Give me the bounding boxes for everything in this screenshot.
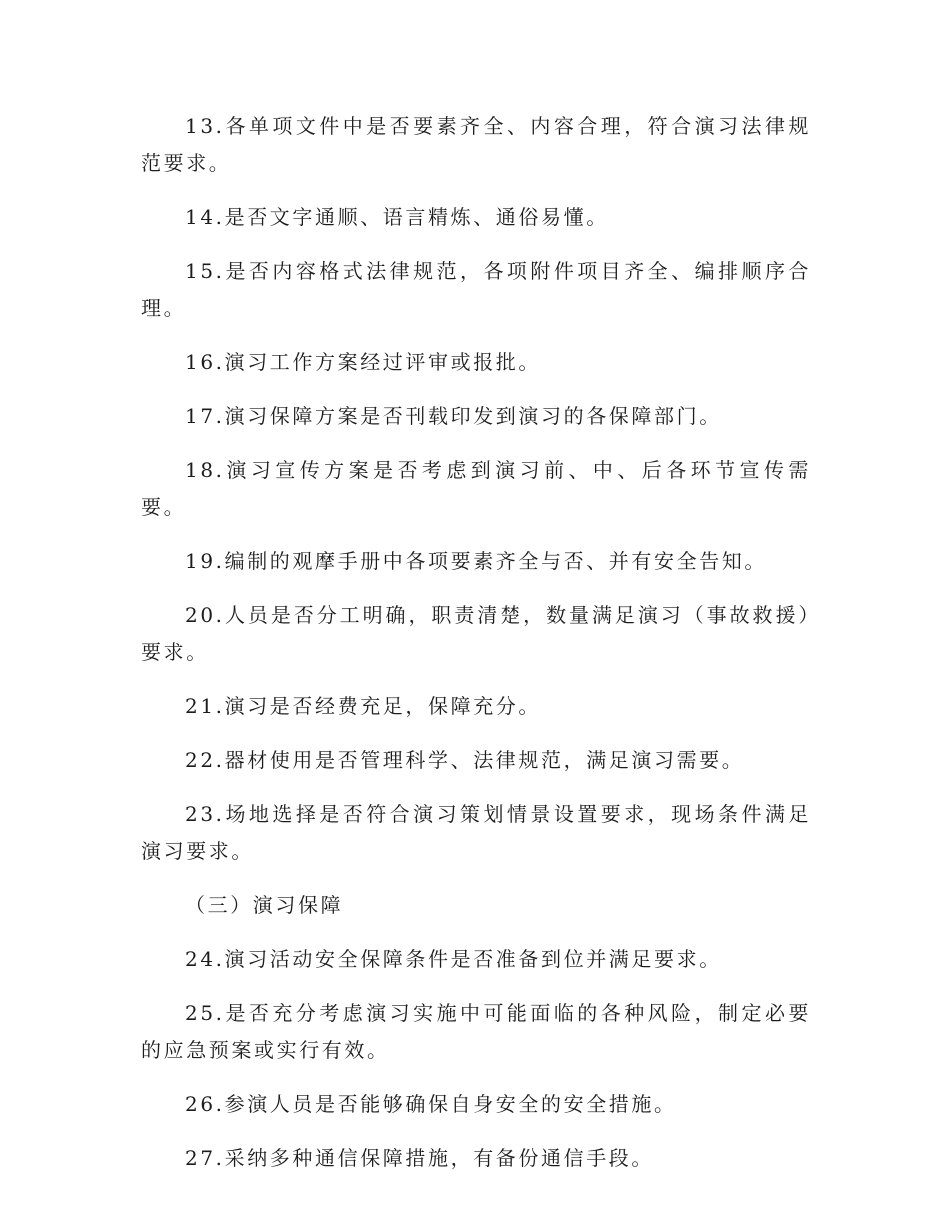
item-17: 17.演习保障方案是否刊载印发到演习的各保障部门。 xyxy=(185,404,722,428)
item-19: 19.编制的观摩手册中各项要素齐全与否、并有安全告知。 xyxy=(185,549,768,573)
item-23: 23.场地选择是否符合演习策划情景设置要求，现场条件满足演习要求。 xyxy=(141,802,811,863)
document-body xyxy=(141,108,811,1194)
item-21: 21.演习是否经费充足，保障充分。 xyxy=(185,694,542,718)
item-14: 14.是否文字通顺、语言精炼、通俗易懂。 xyxy=(185,205,609,229)
item-26: 26.参演人员是否能够确保自身安全的安全措施。 xyxy=(185,1092,677,1116)
item-27: 27.采纳多种通信保障措施，有备份通信手段。 xyxy=(185,1146,655,1170)
item-24: 24.演习活动安全保障条件是否准备到位并满足要求。 xyxy=(185,947,722,971)
item-18: 18.演习宣传方案是否考虑到演习前、中、后各环节宣传需要。 xyxy=(141,458,811,519)
item-22: 22.器材使用是否管理科学、法律规范，满足演习需要。 xyxy=(185,748,745,772)
item-25: 25.是否充分考虑演习实施中可能面临的各种风险，制定必要的应急预案或实行有效。 xyxy=(141,1001,811,1062)
item-20: 20.人员是否分工明确，职责清楚，数量满足演习（事故救援）要求。 xyxy=(141,603,811,664)
section-heading: （三）演习保障 xyxy=(185,893,344,917)
item-15: 15.是否内容格式法律规范，各项附件项目齐全、编排顺序合理。 xyxy=(141,259,811,320)
item-13: 13.各单项文件中是否要素齐全、内容合理，符合演习法律规范要求。 xyxy=(141,114,811,175)
item-16: 16.演习工作方案经过评审或报批。 xyxy=(185,350,542,374)
